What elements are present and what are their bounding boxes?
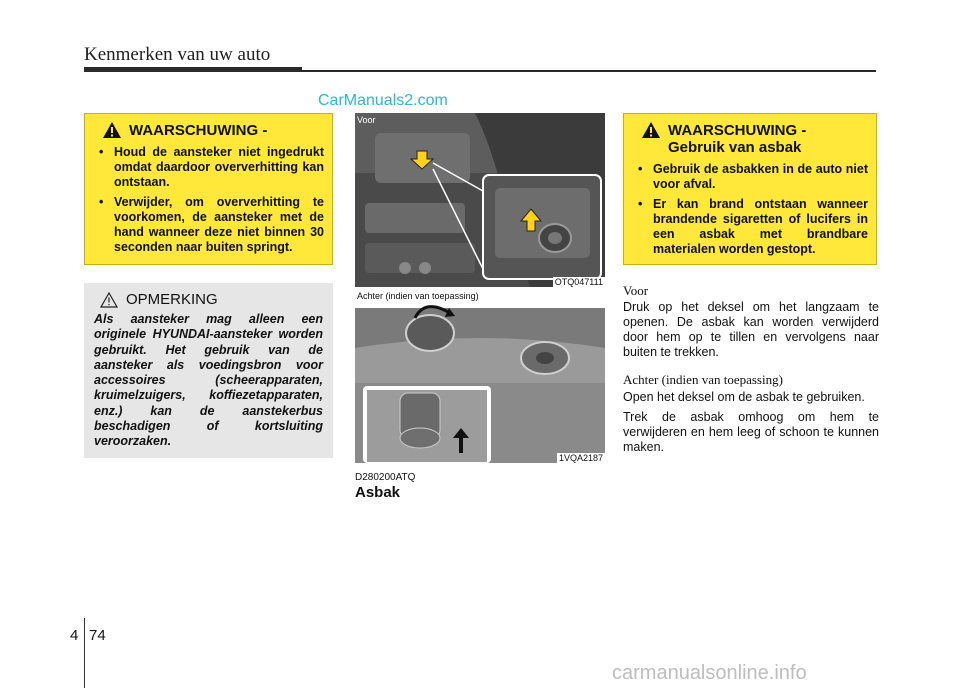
page-number-divider bbox=[84, 618, 85, 688]
front-ashtray-illustration bbox=[355, 113, 605, 287]
front-paragraph: Druk op het deksel om het langzaam te openen. De asbak kan worden verwijderd door hem op te tillen en vervolgens naar buiten te trekken. bbox=[623, 300, 879, 359]
warning-item: • Verwijder, om oververhitting te voorkomen, de aansteker met de hand wanneer deze niet binnen 30 seconden naar buiten springt. bbox=[97, 195, 324, 255]
warning-header bbox=[103, 122, 324, 139]
warning-triangle-icon bbox=[642, 122, 660, 138]
rear-subheading: Achter (indien van toepassing) bbox=[623, 372, 783, 387]
warning-header bbox=[642, 122, 868, 156]
watermark-link[interactable]: CarManuals2.com bbox=[318, 92, 448, 109]
front-ashtray-photo bbox=[355, 113, 605, 287]
footer-watermark: carmanualsonline.info bbox=[612, 662, 807, 684]
note-box bbox=[84, 283, 333, 458]
page-number: 74 bbox=[89, 627, 106, 644]
front-subheading: Voor bbox=[623, 283, 649, 298]
warning-title: WAARSCHUWING - bbox=[668, 122, 807, 139]
caution-triangle-icon bbox=[100, 292, 118, 308]
note-header bbox=[100, 291, 323, 308]
warning-item: • Houd de aansteker niet ingedrukt omdat daardoor oververhitting kan ontstaan. bbox=[97, 145, 324, 190]
section-code: D280200ATQ bbox=[355, 472, 416, 483]
warning-triangle-icon bbox=[103, 122, 121, 138]
warning-subtitle: Gebruik van asbak bbox=[668, 139, 802, 156]
right-column-text bbox=[623, 283, 879, 455]
warning-list bbox=[632, 162, 868, 257]
figure-top-code: OTQ047111 bbox=[554, 277, 603, 287]
warning-list bbox=[93, 145, 324, 255]
section-title: Asbak bbox=[355, 484, 401, 501]
figure-bottom-label: Achter (indien van toepassing) bbox=[357, 291, 479, 301]
warning-item: • Er kan brand ontstaan wanneer brandende sigaretten of lucifers in een asbak met brandbare materialen worden gestopt. bbox=[636, 197, 868, 257]
rear-paragraph-2: Trek de asbak omhoog om hem te verwijderen en hem leeg of schoon te kunnen maken. bbox=[623, 410, 879, 454]
warning-item: • Gebruik de asbakken in de auto niet voor afval. bbox=[636, 162, 868, 192]
note-body: Als aansteker mag alleen een originele HYUNDAI-aansteker worden gebruikt. Het gebruik van de aansteker als voedingsbron voor accessoires (scheerapparaten, kruimelzuigers, koffiezetapparaten, enz.) kan de aanstekerbus beschadigen of kortsluiting veroorzaken. bbox=[94, 312, 323, 449]
warning-box-ashtray bbox=[623, 113, 877, 265]
header-rule-thick bbox=[84, 67, 302, 72]
rear-ashtray-illustration bbox=[355, 288, 605, 463]
header-rule-thin bbox=[302, 70, 876, 72]
chapter-number: 4 bbox=[70, 627, 79, 644]
figure-top-label: Voor bbox=[357, 115, 376, 125]
rear-paragraph-1: Open het deksel om de asbak te gebruiken. bbox=[623, 390, 865, 404]
figure-bottom-code: 1VQA2187 bbox=[558, 453, 603, 463]
rear-ashtray-photo bbox=[355, 288, 605, 463]
warning-title-block bbox=[668, 122, 806, 156]
warning-box-lighter bbox=[84, 113, 333, 265]
header-title: Kenmerken van uw auto bbox=[84, 44, 271, 65]
warning-title: WAARSCHUWING - bbox=[129, 122, 268, 139]
note-title: OPMERKING bbox=[126, 291, 218, 308]
